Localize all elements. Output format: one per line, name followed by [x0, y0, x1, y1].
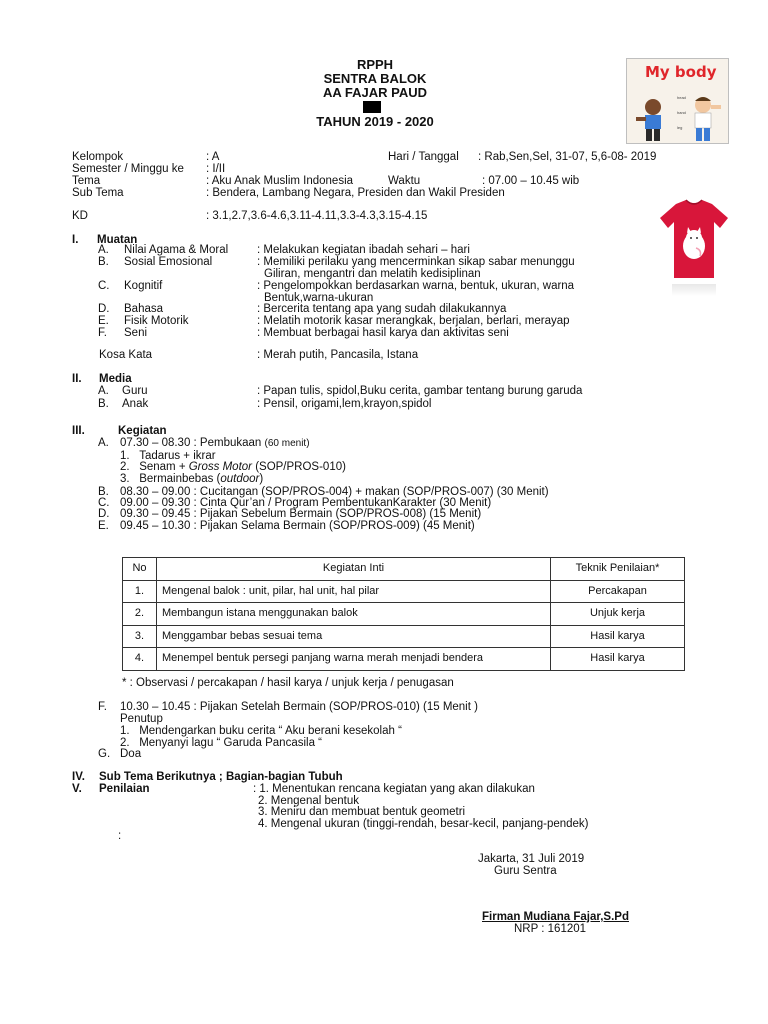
kegiatan-a-text: 07.30 – 08.30 : Pembukaan	[120, 437, 262, 449]
muatan-item-name: Fisik Motorik	[124, 315, 189, 327]
muatan-item-letter: B.	[98, 256, 109, 268]
sub-1-num: 1.	[120, 450, 130, 462]
muatan-item-letter: A.	[98, 244, 109, 256]
cell-technique: Unjuk kerja	[551, 603, 685, 626]
subtema-value: : Bendera, Lambang Negara, Presiden dan Wakil Presiden	[206, 187, 505, 199]
kegiatan-a-duration: (60 menit)	[264, 438, 310, 449]
red-shirt-drawing	[656, 196, 732, 300]
muatan-item-letter: F.	[98, 327, 107, 339]
kegiatan-item-text: 09.45 – 10.30 : Pijakan Selama Bermain (SOP/PROS-009) (45 Menit)	[120, 520, 475, 532]
subtema-next-num: IV.	[72, 771, 86, 783]
table-row	[123, 580, 685, 603]
penilaian-colon: :	[118, 830, 122, 842]
cell-activity: Menempel bentuk persegi panjang warna merah menjadi bendera	[157, 648, 551, 671]
doc-title-school: AA FAJAR PAUD	[322, 85, 427, 100]
kegiatan-item-text: 08.30 – 09.00 : Cucitangan (SOP/PROS-004) + makan (SOP/PROS-007) (30 Menit)	[120, 486, 549, 498]
kelompok-value: : A	[206, 151, 220, 163]
muatan-item-letter: C.	[98, 280, 110, 292]
muatan-item-letter: E.	[98, 315, 109, 327]
penilaian-label: Penilaian	[99, 783, 150, 795]
kosa-kata-value: : Merah putih, Pancasila, Istana	[257, 349, 419, 361]
closing-f-letter: F.	[98, 701, 107, 713]
subtema-next-text: Sub Tema Berikutnya ; Bagian-bagian Tubuh	[99, 771, 343, 783]
muatan-item-name: Bahasa	[124, 303, 164, 315]
kosa-kata-label: Kosa Kata	[99, 349, 153, 361]
muatan-item-letter: D.	[98, 303, 110, 315]
kegiatan-item-text: 09.30 – 09.45 : Pijakan Sebelum Bermain (SOP/PROS-008) (15 Menit)	[120, 508, 482, 520]
sub-2-num: 2.	[120, 461, 130, 473]
penilaian-item-4: 4. Mengenal ukuran (tinggi-rendah, besar-kecil, panjang-pendek)	[258, 818, 589, 830]
kd-value: : 3.1,2.7,3.6-4.6,3.11-4.11,3.3-4.3,3.15-4.15	[206, 210, 428, 222]
doc-title-rpph: RPPH	[356, 57, 394, 72]
sub-1-text: Tadarus + ikrar	[139, 450, 216, 462]
svg-text:hand: hand	[677, 110, 686, 115]
table-header-row	[123, 558, 685, 581]
kegiatan-a-sub-2	[120, 462, 346, 474]
penilaian-item-2: 2. Mengenal bentuk	[258, 795, 360, 807]
redaction-box	[363, 101, 381, 113]
kegiatan-num: III.	[72, 425, 85, 437]
th-no: No	[123, 558, 157, 581]
media-b-desc: : Pensil, origami,lem,krayon,spidol	[257, 398, 432, 410]
semester-label: Semester / Minggu ke	[72, 163, 184, 175]
cell-no: 3.	[123, 625, 157, 648]
cell-technique: Hasil karya	[551, 648, 685, 671]
media-num: II.	[72, 373, 82, 385]
sub-2-italic: Gross Motor	[188, 461, 252, 473]
table-row	[123, 648, 685, 671]
kegiatan-item-letter: B.	[98, 486, 109, 498]
muatan-item-desc: : Melakukan kegiatan ibadah sehari – hari	[257, 244, 470, 256]
cell-technique: Hasil karya	[551, 625, 685, 648]
penilaian-num: V.	[72, 783, 82, 795]
media-heading: Media	[99, 373, 132, 385]
cell-no: 1.	[123, 580, 157, 603]
tema-value: : Aku Anak Muslim Indonesia	[206, 175, 354, 187]
kegiatan-item-letter: E.	[98, 520, 109, 532]
sub-3-num: 3.	[120, 473, 130, 485]
media-a-desc: : Papan tulis, spidol,Buku cerita, gambar tentang burung garuda	[257, 385, 583, 397]
media-a-letter: A.	[98, 385, 109, 397]
th-teknik: Teknik Penilaian*	[551, 558, 685, 581]
hari-value: : Rab,Sen,Sel, 31-07, 5,6-08- 2019	[478, 151, 657, 163]
kegiatan-inti-table	[122, 557, 685, 671]
cell-activity: Menggambar bebas sesuai tema	[157, 625, 551, 648]
closing-g-letter: G.	[98, 748, 111, 760]
muatan-item-desc-cont: Bentuk,warna-ukuran	[264, 292, 374, 304]
kegiatan-item-letter: D.	[98, 508, 110, 520]
svg-text:leg: leg	[677, 125, 683, 130]
kegiatan-a-letter: A.	[98, 437, 109, 449]
media-b-letter: B.	[98, 398, 109, 410]
table-footnote: * : Observasi / percakapan / hasil karya / unjuk kerja / penugasan	[122, 677, 454, 689]
red-shirt-image	[656, 196, 732, 300]
sub-3-pre: Bermainbebas (	[139, 473, 221, 485]
penutup-label: Penutup	[120, 713, 163, 725]
waktu-label: Waktu	[388, 175, 421, 187]
penilaian-item-1: : 1. Menentukan rencana kegiatan yang akan dilakukan	[253, 783, 535, 795]
kelompok-label: Kelompok	[72, 151, 124, 163]
penutup-1-text: Mendengarkan buku cerita “ Aku berani kesekolah “	[139, 725, 402, 737]
media-b-name: Anak	[122, 398, 149, 410]
penilaian-item-3: 3. Meniru dan membuat bentuk geometri	[258, 806, 466, 818]
muatan-item-desc: : Pengelompokkan berdasarkan warna, bentuk, ukuran, warna	[257, 280, 575, 292]
muatan-item-desc: : Membuat berbagai hasil karya dan aktivitas seni	[257, 327, 509, 339]
sub-2-post: (SOP/PROS-010)	[252, 461, 346, 473]
sub-2-pre: Senam +	[139, 461, 189, 473]
muatan-item-desc: : Melatih motorik kasar merangkak, berjalan, berlari, merayap	[257, 315, 570, 327]
table-row	[123, 603, 685, 626]
doc-title-sentra: SENTRA BALOK	[323, 71, 427, 86]
doc-title-year: TAHUN 2019 - 2020	[316, 114, 434, 129]
cell-no: 2.	[123, 603, 157, 626]
waktu-value: : 07.00 – 10.45 wib	[482, 175, 580, 187]
my-body-title: My body	[645, 63, 717, 81]
muatan-item-name: Nilai Agama & Moral	[124, 244, 229, 256]
muatan-item-name: Kognitif	[124, 280, 163, 292]
kegiatan-a-row	[120, 438, 310, 450]
th-kegiatan: Kegiatan Inti	[157, 558, 551, 581]
children-drawing	[627, 59, 729, 144]
sub-3-italic: outdoor	[220, 473, 260, 485]
semester-value: : I/II	[206, 163, 226, 175]
kegiatan-a-sub-3	[120, 474, 263, 486]
table-row	[123, 625, 685, 648]
hari-label: Hari / Tanggal	[388, 151, 459, 163]
muatan-item-name: Sosial Emosional	[124, 256, 213, 268]
sign-nrp: NRP : 161201	[514, 923, 587, 935]
penutup-2-text: Menyanyi lagu “ Garuda Pancasila “	[139, 737, 323, 749]
closing-f-text: 10.30 – 10.45 : Pijakan Setelah Bermain (SOP/PROS-010) (15 Menit )	[120, 701, 478, 713]
muatan-item-desc: : Memiliki perilaku yang mencerminkan sikap sabar menunggu	[257, 256, 575, 268]
kd-label: KD	[72, 210, 88, 222]
sign-place-date: Jakarta, 31 Juli 2019	[478, 853, 585, 865]
muatan-item-name: Seni	[124, 327, 148, 339]
kegiatan-item-letter: C.	[98, 497, 110, 509]
sign-role: Guru Sentra	[494, 865, 557, 877]
penutup-item-1	[120, 726, 402, 738]
my-body-illustration	[626, 58, 729, 144]
tema-label: Tema	[72, 175, 101, 187]
cell-no: 4.	[123, 648, 157, 671]
sign-name: Firman Mudiana Fajar,S.Pd	[482, 911, 629, 923]
kegiatan-heading: Kegiatan	[118, 425, 167, 437]
penutup-item-2	[120, 738, 322, 750]
subtema-label: Sub Tema	[72, 187, 124, 199]
cell-activity: Membangun istana menggunakan balok	[157, 603, 551, 626]
muatan-heading: Muatan	[97, 234, 138, 246]
kegiatan-item-text: 09.00 – 09.30 : Cinta Qur’an / Program PembentukanKarakter (30 Menit)	[120, 497, 492, 509]
cell-technique: Percakapan	[551, 580, 685, 603]
penutup-1-num: 1.	[120, 725, 130, 737]
svg-text:head: head	[677, 95, 686, 100]
penutup-2-num: 2.	[120, 737, 130, 749]
muatan-item-desc: : Bercerita tentang apa yang sudah dilakukannya	[257, 303, 507, 315]
muatan-item-desc-cont: Giliran, mengantri dan melatih kedisiplinan	[264, 268, 481, 280]
media-a-name: Guru	[122, 385, 148, 397]
closing-g-text: Doa	[120, 748, 142, 760]
cell-activity: Mengenal balok : unit, pilar, hal unit, hal pilar	[157, 580, 551, 603]
muatan-num: I.	[72, 234, 79, 246]
sub-3-post: )	[259, 473, 264, 485]
